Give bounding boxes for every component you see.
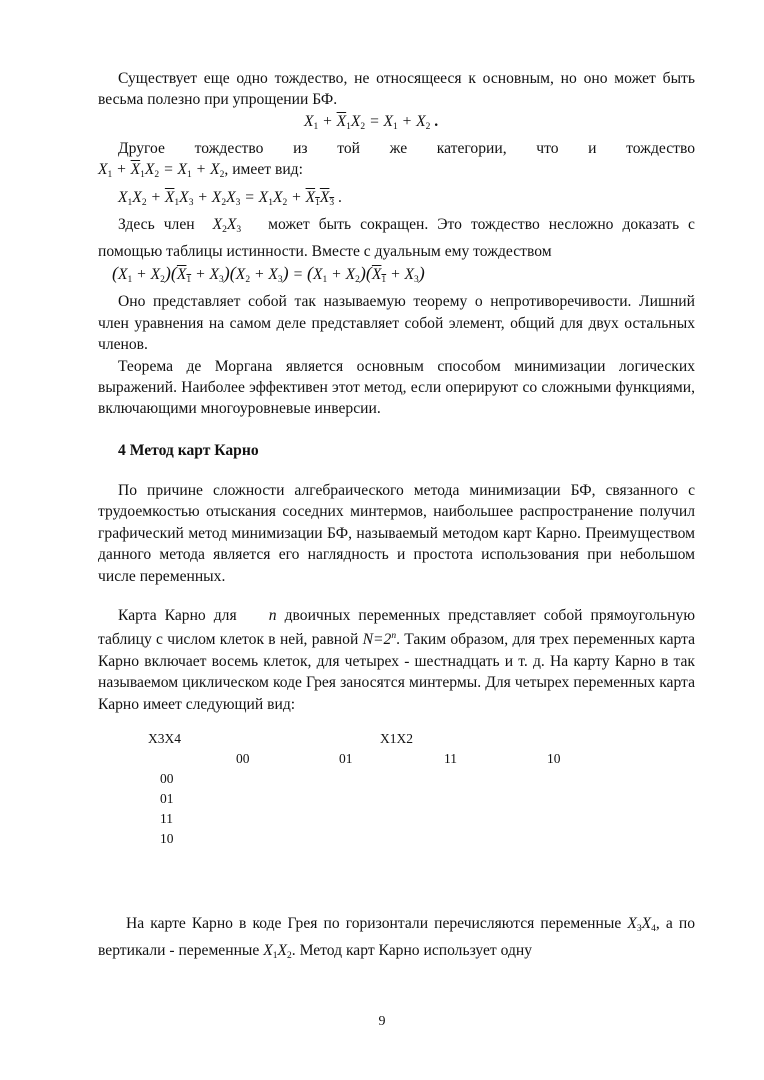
paragraph-8 (98, 913, 695, 968)
paragraph-7-mid: двоичных переменных представляет собой прямоугольную таблицу с числом клеток в ней, равной (98, 606, 695, 649)
kmap-row-var-label: X3X4 (148, 730, 181, 746)
paragraph-7-end: . Таким образом, для трех переменных карта Карно включает восемь клеток, для четырех - шестнадцать и т. д. На карту Карно в так называемом циклическом коде Грея заносятся минтермы. Для четырех переменных карта Карно имеет следующий вид: (98, 631, 696, 713)
paragraph-2-line1 (98, 138, 695, 159)
kmap-col-var-label: X1X2 (380, 730, 413, 746)
karnaugh-map (98, 725, 695, 865)
kmap-row-header: 00 (160, 770, 174, 786)
paragraph-1: Существует еще одно тождество, не относящееся к основным, но оно может быть весьма полезно при упрощении БФ. (98, 70, 695, 109)
paragraph-3-end: может быть сокращен. Это тождество несложно доказать с помощью таблицы истинности. Вместе с дуальным ему тождеством (98, 215, 695, 261)
paragraph-2-line2 (98, 159, 695, 186)
page-body (98, 68, 695, 968)
kmap-col-header: 11 (444, 750, 457, 766)
paragraph-8-mid: , а по вертикали - переменные (98, 914, 695, 960)
kmap-col-header: 10 (547, 750, 561, 766)
paragraph-5: Теорема де Моргана является основным способом минимизации логических выражений. Наиболее эффективен этот метод, если оперируют со сложными функциями, включающими многоуровневые инверсии. (98, 357, 695, 418)
formula-inline-absorption: $X_1 + \overline{X}_1X_2 = X_1 + X_2$ (98, 161, 225, 181)
paragraph-3-start: Здесь член (118, 215, 195, 233)
paragraph-8-start: На карте Карно в коде Грея по горизонтали перечисляются переменные (126, 914, 622, 932)
formula-cells-count: $N=2^n$ (362, 631, 397, 649)
kmap-col-header: 00 (236, 750, 250, 766)
formula-term-x2x3: $X_2X_3$ (212, 215, 242, 235)
formula-dual-consensus: $(X_1 + X_2)(X_1 + X_3)(X_2 + X_3) = (X_1 + X_2)(X_1 + X_3)$ (112, 263, 425, 286)
section-title: 4 Метод карт Карно (118, 441, 259, 459)
formula-x3x4: $X_3X_4$ (627, 914, 656, 934)
paragraph-4: Оно представляет собой так называемую теорему о непротиворечивости. Лишний член уравнения на самом деле представляет собой элемент, общий для двух остальных членов. (98, 293, 695, 354)
paragraph-7 (98, 605, 695, 715)
kmap-row-header: 10 (160, 830, 174, 846)
formula-x1x2: $X_1X_2$ (263, 942, 292, 962)
kmap-col-header: 01 (339, 750, 353, 766)
kmap-row-header: 11 (160, 810, 173, 826)
paragraph-8-end: . Метод карт Карно использует одну (291, 942, 533, 960)
kmap-row-header: 01 (160, 790, 174, 806)
paragraph-2-start: Другое тождество из той же категории, что и тождество (118, 139, 695, 157)
paragraph-2-end: , имеет вид: (224, 161, 303, 179)
paragraph-3 (98, 214, 695, 263)
paragraph-7-start: Карта Карно для (118, 606, 237, 624)
var-n: n (268, 606, 277, 624)
formula-absorption: $X_1 + \overline{X}_1X_2 = X_1 + X_2$ . (304, 112, 439, 132)
formula-consensus: $X_1X_2 + \overline{X}_1X_3 + X_2X_3 = X_1X_2 + X_1X_3$ . (118, 188, 342, 208)
page-number: 9 (378, 1014, 386, 1029)
paragraph-6: По причине сложности алгебраического метода минимизации БФ, связанного с трудоемкостью отыскания соседних минтермов, наибольшее распространение получил графический метод минимизации БФ, называемый методом карт Карно. Преимуществом данного метода является его наглядность и простота использования при небольшом числе переменных. (98, 481, 695, 585)
